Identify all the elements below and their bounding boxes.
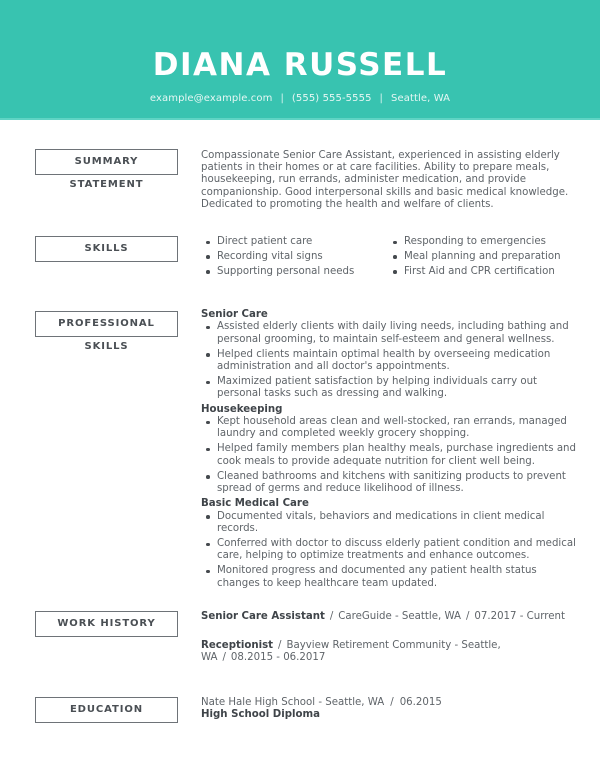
skill-group-list <box>201 321 581 400</box>
skill-item: Responding to emergencies <box>388 236 575 248</box>
job-separator: / <box>278 640 282 652</box>
resume-header <box>0 0 600 120</box>
skill-group-list <box>201 511 581 590</box>
email-text: example@example.com <box>149 93 273 104</box>
education-school-line <box>201 697 576 709</box>
section-label-summary: SUMMARY STATEMENT <box>35 149 178 175</box>
skill-group-item: Assisted elderly clients with daily living needs, including bathing and personal grooming, to maintain self-esteem and general wellness. <box>201 321 581 345</box>
job-title: Receptionist <box>201 640 274 652</box>
section-label-education: EDUCATION <box>35 697 178 723</box>
skill-group-heading: Housekeeping <box>201 403 283 415</box>
contact-separator: | <box>379 93 384 104</box>
skill-group-item: Maximized patient satisfaction by helping individuals carry out personal tasks such as dressing and walking. <box>201 376 581 400</box>
education-separator: / <box>390 697 394 708</box>
degree: High School Diploma <box>201 709 320 721</box>
job-dates: 07.2017 - Current <box>474 611 565 622</box>
job-title: Senior Care Assistant <box>201 611 325 622</box>
job-employer: CareGuide - Seattle, WA <box>338 611 461 622</box>
section-label-professional-skills: PROFESSIONAL SKILLS <box>35 311 178 337</box>
section-label-skills: SKILLS <box>35 236 178 262</box>
skill-group-list <box>201 416 581 495</box>
professional-skills-content <box>201 309 581 593</box>
skill-item: Supporting personal needs <box>201 266 388 278</box>
skills-column-2 <box>388 236 575 280</box>
skills-content <box>201 236 576 280</box>
summary-text: Compassionate Senior Care Assistant, experienced in assisting elderly patients in their homes or at care facilities. Ability to prepare meals, housekeeping, run errands, administer medication, and provide companionship. Good interpersonal skills and basic medical knowledge. Dedicated to promoting the health and welfare of clients. <box>201 150 569 210</box>
job-separator: / <box>329 611 334 622</box>
education-content <box>201 697 576 721</box>
skill-group-item: Cleaned bathrooms and kitchens with sanitizing products to prevent spread of germs and reduce likelihood of illness. <box>201 471 581 495</box>
job-dates: 08.2015 - 06.2017 <box>230 652 326 664</box>
job-employer: Bayview Retirement Community - Seattle, WA <box>201 640 501 664</box>
job-entry <box>201 611 571 623</box>
job-separator: / <box>465 611 470 622</box>
work-history-content <box>201 611 571 665</box>
skill-group-item: Conferred with doctor to discuss elderly patient condition and medical care, helping to optimize treatments and enhance outcomes. <box>201 538 581 562</box>
location-text: Seattle, WA <box>391 93 451 104</box>
skill-item: Direct patient care <box>201 236 388 248</box>
job-separator: / <box>222 652 226 664</box>
candidate-name: DIANA RUSSELL <box>152 47 448 83</box>
skill-group-heading: Senior Care <box>201 309 268 320</box>
skill-item: Recording vital signs <box>201 251 388 263</box>
graduation-date: 06.2015 <box>399 697 442 708</box>
skill-group-item: Helped family members plan healthy meals, purchase ingredients and cook meals to provide adequate nutrition for client well being. <box>201 443 581 467</box>
summary-content <box>201 150 576 211</box>
skill-group-item: Kept household areas clean and well-stocked, ran errands, managed laundry and completed weekly grocery shopping. <box>201 416 581 440</box>
skill-group-item: Helped clients maintain optimal health by overseeing medication administration and all doctor's appointments. <box>201 349 581 373</box>
skill-item: Meal planning and preparation <box>388 251 575 263</box>
contact-line <box>0 92 600 106</box>
job-entry <box>201 640 571 664</box>
phone-text: (555) 555-5555 <box>291 93 372 104</box>
skill-group-heading: Basic Medical Care <box>201 498 309 510</box>
skill-group-item: Documented vitals, behaviors and medications in client medical records. <box>201 511 581 535</box>
skill-group-item: Monitored progress and documented any patient health status changes to keep healthcare team updated. <box>201 565 581 589</box>
contact-separator: | <box>280 93 284 104</box>
section-label-work-history: WORK HISTORY <box>35 611 178 637</box>
skills-column-1 <box>201 236 388 280</box>
skill-item: First Aid and CPR certification <box>388 266 575 278</box>
school-name: Nate Hale High School - Seattle, WA <box>201 697 385 708</box>
